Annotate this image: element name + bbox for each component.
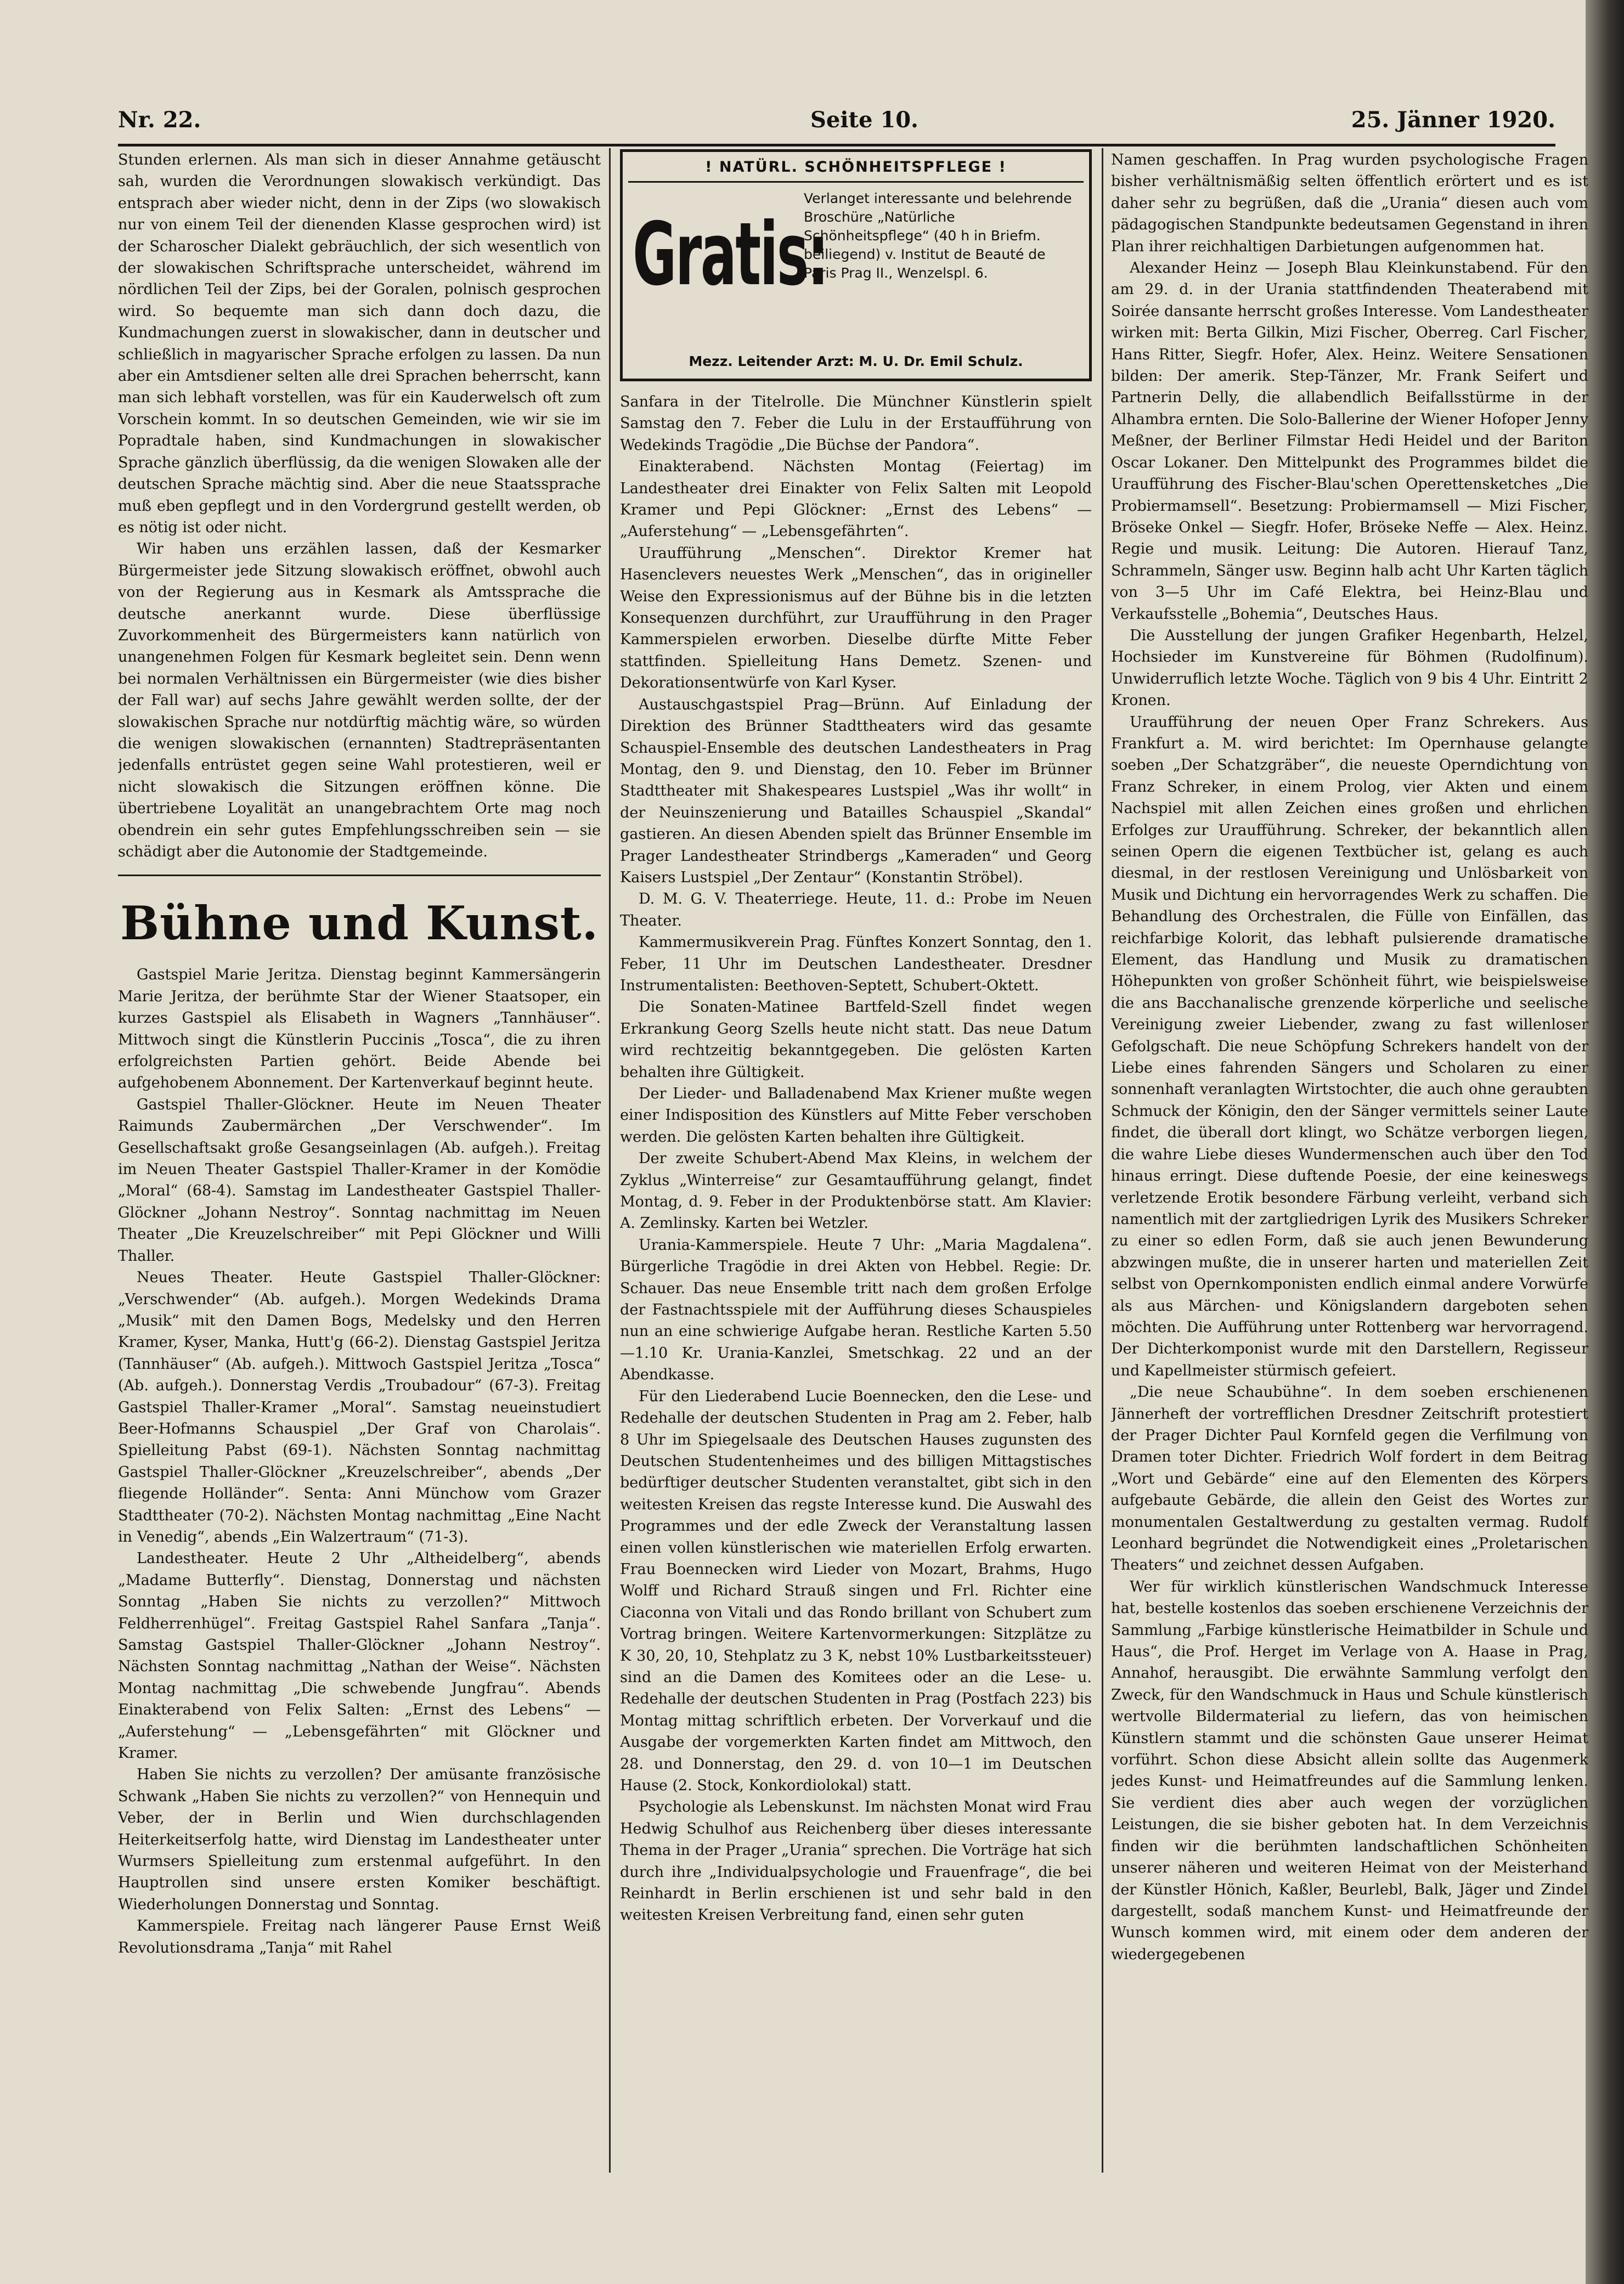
article-paragraph: Austauschgastspiel Prag—Brünn. Auf Einladung der Direktion des Brünner Stadttheaters wird das gesamte Schauspiel-Ensemble des deutschen Landestheaters in Prag Montag, den 9. und Dienstag, den 10. Feber im Brünner Stadttheater mit Shakespeares Lustspiel „Was ihr wollt“ in der Neuinszenierung und Batailles Schauspiel „Skandal“ gastieren. An diesen Abenden spielt das Brünner Ensemble im Prager Landestheater Strindbergs „Kameraden“ und Georg Kaisers Lustspiel „Der Zentaur“ (Konstantin Ströbel). — [620, 696, 1092, 886]
article-paragraph: Namen geschaffen. In Prag wurden psychologische Fragen bisher verhältnismäßig selten öffentlich erörtert und es ist daher sehr zu begrüßen, daß die „Urania“ diesen auch vom pädagogischen Standpunkte bedeutsamen Gegenstand in ihren Plan ihrer reichhaltigen Darbietungen aufgenommen hat. — [1111, 151, 1588, 255]
article-paragraph: Einakterabend. Nächsten Montag (Feiertag) im Landestheater drei Einakter von Felix Salten mit Leopold Kramer und Pepi Glöckner: „Ernst des Lebens“ — „Auferstehung“ — „Lebensgefährten“. — [620, 458, 1092, 540]
article-paragraph: Gastspiel Thaller-Glöckner. Heute im Neuen Theater Raimunds Zaubermärchen „Der Verschwender“. Im Gesellschaftsakt große Gesangseinlagen (Ab. aufgeh.). Freitag im Neuen Theater Gastspiel Thaller-Kramer in der Komödie „Moral“ (68-4). Samstag im Landestheater Gastspiel Thaller-Glöckner „Johann Nestroy“. Sonntag nachmittag im Neuen Theater „Die Kreuzelschreiber“ mit Pepi Glöckner und Willi Thaller. — [118, 1096, 601, 1265]
article-paragraph: Urania-Kammerspiele. Heute 7 Uhr: „Maria Magdalena“. Bürgerliche Tragödie in drei Akten von Hebbel. Regie: Dr. Schauer. Das neue Ensemble tritt nach dem großen Erfolge der Fastnachtsspiele mit der Aufführung dieses Schauspieles nun an eine schwierige Aufgabe heran. Restliche Karten 5.50—1.10 Kr. Urania-Kanzlei, Smetschkag. 22 und an der Abendkasse. — [620, 1236, 1092, 1384]
article-paragraph: Psychologie als Lebenskunst. Im nächsten Monat wird Frau Hedwig Schulhof aus Reichenberg über dieses interessante Thema in der Prager „Urania“ sprechen. Die Vorträge hat sich durch ihre „Individualpsychologie und Frauenfrage“, die bei Reinhardt in Berlin erschienen ist und sehr bald in den weitesten Kreisen Verbreitung fand, einen sehr guten — [620, 1798, 1092, 1924]
article-paragraph: Neues Theater. Heute Gastspiel Thaller-Glöckner: „Verschwender“ (Ab. aufgeh.). Morgen Wedekinds Drama „Musik“ mit den Damen Bogs, Medelsky und den Herren Kramer, Kyser, Manka, Hutt'g (66-2). Dienstag Gastspiel Jeritza (Tannhäuser“ (Ab. aufgeh.). Mittwoch Gastspiel Jeritza „Tosca“ (Ab. aufgeh.). Donnerstag Verdis „Troubadour“ (67-3). Freitag Gastspiel Thaller-Kramer „Moral“. Samstag neueinstudiert Beer-Hofmanns Schauspiel „Der Graf von Charolais“. Spielleitung Pabst (69-1). Nächsten Sonntag nachmittag Gastspiel Thaller-Glöckner „Kreuzelschreiber“, abends „Der fliegende Holländer“. Senta: Anni Münchow vom Grazer Stadttheater (70-2). Nächsten Montag nachmittag „Eine Nacht in Venedig“, abends „Ein Walzertraum“ (71-3). — [118, 1269, 601, 1546]
article-paragraph: Uraufführung der neuen Oper Franz Schrekers. Aus Frankfurt a. M. wird berichtet: Im Opernhause gelangte soeben „Der Schatzgräber“, die neueste Operndichtung von Franz Schreker, in einem Prolog, vier Akten und einem Nachspiel mit allen Zeichen eines großen und ehrlichen Erfolges zur Uraufführung. Schreker, der bekanntlich allen seinen Opern die eigenen Textbücher ist, gelang es auch diesmal, in der restlosen Vereinigung und Unlösbarkeit von Musik und Dichtung ein hervorragendes Werk zu schaffen. Die Behandlung des Orchestralen, die Fülle von Einfällen, das reichfarbige Kolorit, das lebhaft pulsierende dramatische Element, das Handlung und Musik zu dramatischen Höhepunkten von großer Schönheit führt, wie beispielsweise die ans Bacchanalische grenzende körperliche und seelische Vereinigung zweier Liebender, zwang zu fast willenloser Gefolgschaft. Die neue Schöpfung Schrekers handelt von der Liebe eines fahrenden Sängers und Scholaren zu einer sonnenhaft veranlagten Wirtstochter, die auch ohne geraubten Schmuck der Königin, den der Sänger vermittels seiner Laute findet, die überall dort klingt, wo Schätze verborgen liegen, die wahre Liebe dieses Wundermenschen auch über den Tod hinaus erringt. Diese duftende Poesie, der eine keineswegs verletzende Erotik besondere Färbung verleiht, verband sich namentlich mit der zartgliedrigen Lyrik des Musikers Schreker zu einer so edlen Form, daß sie auch jenen Bewunderung abzwingen mußte, die in unserer harten und materiellen Zeit selbst von Opernkomponisten endlich einmal andere Vorwürfe als aus Märchen- und Königslandern dargeboten sehen möchten. Die Aufführung unter Rottenberg war hervorragend. Der Dichterkomponist wurde mit den Darstellern, Regisseur und Kapellmeister stürmisch gefeiert. — [1111, 713, 1588, 1379]
article-paragraph: Wir haben uns erzählen lassen, daß der Kesmarker Bürgermeister jede Sitzung slowakisch eröffnet, obwohl auch von der Regierung aus in Kesmark als Amtssprache die deutsche anerkannt wurde. Diese überflüssige Zuvorkommenheit des Bürgermeisters kann natürlich von unangenehmen Folgen für Kesmark begleitet sein. Denn wenn bei normalen Verhältnissen ein Bürgermeister (wie dies bisher der Fall war) auf sechs Jahre gewählt werden sollte, der der slowakischen Sprache nur notdürftig mächtig wäre, so würden die wenigen slowakischen (ernannten) Stadtrepräsentanten jedenfalls entrüstet gegen seine Wahl protestieren, weil er nicht slowakisch die Sitzungen eröffnen könne. Die übertriebene Loyalität an unangebrachtem Orte mag noch obendrein ein sehr gutes Empfehlungsschreiben sein — sie schädigt aber die Autonomie der Stadtgemeinde. — [118, 540, 601, 860]
article-paragraph: Kammermusikverein Prag. Fünftes Konzert Sonntag, den 1. Feber, 11 Uhr im Deutschen Landestheater. Dresdner Instrumentalisten: Beethoven-Septett, Schubert-Oktett. — [620, 934, 1092, 994]
article-paragraph: Sanfara in der Titelrolle. Die Münchner Künstlerin spielt Samstag den 7. Feber die Lulu in der Erstaufführung von Wedekinds Tragödie „Die Büchse der Pandora“. — [620, 393, 1092, 454]
advertisement-box — [620, 149, 1092, 381]
article-paragraph: Der zweite Schubert-Abend Max Kleins, in welchem der Zyklus „Winterreise“ zur Gesamtaufführung gelangt, findet Montag, d. 9. Feber in der Produktenbörse statt. Am Klavier: A. Zemlinsky. Karten bei Wetzler. — [620, 1150, 1092, 1232]
column-3 — [1111, 149, 1588, 2179]
column-divider — [1102, 148, 1103, 2173]
article-paragraph: Die Sonaten-Matinee Bartfeld-Szell findet wegen Erkrankung Georg Szells heute nicht statt. Das neue Datum wird rechtzeitig bekanntgegeben. Die gelösten Karten behalten ihre Gültigkeit. — [620, 999, 1092, 1081]
header-rule — [118, 144, 1555, 146]
issue-number: Nr. 22. — [118, 107, 201, 133]
article-paragraph: Wer für wirklich künstlerischen Wandschmuck Interesse hat, bestelle kostenlos das soeben erschienene Verzeichnis der Sammlung „Farbige künstlerische Heimatbilder in Schule und Haus“, die Prof. Herget im Verlage von A. Haase in Prag, Annahof, herausgibt. Die erwähnte Sammlung verfolgt den Zweck, für den Wandschmuck in Haus und Schule künstlerisch wertvolle Bildermaterial zu liefern, das von heimischen Künstlern stammt und die schönsten Gaue unserer Heimat vorführt. Schon diese Absicht allein sollte das Augenmerk jedes Kunst- und Heimatfreundes auf die Sammlung lenken. Sie verdient dies aber auch wegen der vorzüglichen Leistungen, die sie bisher geboten hat. In dem Verzeichnis finden wir die berühmten landschaftlichen Schönheiten unserer näheren und weiteren Heimat von der Meisterhand der Künstler Hönich, Kaßler, Beurlebl, Balk, Jäger und Zindel dargestellt, sodaß manchem Kunst- und Heimatfreunde der Wunsch kommen wird, mit einem oder dem anderen der wiedergegebenen — [1111, 1578, 1588, 1963]
article-paragraph: Haben Sie nichts zu verzollen? Der amüsante französische Schwank „Haben Sie nichts zu verzollen?“ von Hennequin und Veber, der in Berlin und Wien durchschlagenden Heiterkeitserfolg hatte, wird Dienstag im Landestheater unter Wurmsers Spielleitung zum erstenmal aufgeführt. In den Hauptrollen sind unsere ersten Komiker beschäftigt. Wiederholungen Donnerstag und Sonntag. — [118, 1766, 601, 1913]
ad-footer: Mezz. Leitender Arzt: M. U. Dr. Emil Schulz. — [689, 353, 1023, 369]
column-divider — [609, 148, 611, 2173]
scan-edge-shadow — [1586, 0, 1624, 2284]
article-paragraph: Alexander Heinz — Joseph Blau Kleinkunstabend. Für den am 29. d. in der Urania stattfindenden Theaterabend mit Soirée dansante herrscht großes Interesse. Vom Landestheater wirken mit: Berta Gilkin, Mizi Fischer, Oberreg. Carl Fischer, Hans Ritter, Siegfr. Hofer, Alex. Heinz. Weitere Sensationen bilden: Der amerik. Step-Tänzer, Mr. Frank Seifert und Partnerin Delly, die allabendlich Beifallsstürme in der Alhambra ernten. Die Solo-Ballerine der Wiener Hofoper Jenny Meßner, der Berliner Filmstar Hedi Heidel und der Bariton Oscar Lokaner. Den Mittelpunkt des Programmes bildet die Uraufführung des Fischer-Blau'schen Operettensketches „Die Probiermamsell“. Besetzung: Probiermamsell — Mizi Fischer, Bröseke Onkel — Siegfr. Hofer, Bröseke Neffe — Alex. Heinz. Regie und musik. Leitung: Die Autoren. Hierauf Tanz, Schrammeln, Sänger usw. Beginn halb acht Uhr Karten täglich von 3—5 Uhr im Café Elektra, bei Heinz-Blau und Verkaufsstelle „Bohemia“, Deutsches Haus. — [1111, 260, 1588, 623]
article-paragraph: Die Ausstellung der jungen Grafiker Hegenbarth, Helzel, Hochsieder im Kunstvereine für Böhmen (Rudolfinum). Unwiderruflich letzte Woche. Täglich von 9 bis 4 Uhr. Eintritt 2 Kronen. — [1111, 627, 1588, 709]
ad-gratis-heading: Gratis: — [633, 204, 828, 305]
article-paragraph: Der Lieder- und Balladenabend Max Kriener mußte wegen einer Indisposition des Künstlers auf Mitte Feber verschoben werden. Die gelösten Karten behalten ihre Gültigkeit. — [620, 1085, 1092, 1146]
article-paragraph: „Die neue Schaubühne“. In dem soeben erschienenen Jännerheft der vortrefflichen Dresdner Zeitschrift protestiert der Prager Dichter Paul Kornfeld gegen die Verfilmung von Dramen toter Dichter. Friedrich Wolf fordert in dem Beitrag „Wort und Gebärde“ eine auf den Elementen des Körpers aufgebaute Gebärde, die allein den Geist des Wortes zur monumentalen Gestaltwerdung zu gestalten vermag. Rudolf Leonhard begründet die Notwendigkeit eines „Proletarischen Theaters“ und zeichnet dessen Aufgaben. — [1111, 1384, 1588, 1574]
article-paragraph: D. M. G. V. Theaterriege. Heute, 11. d.: Probe im Neuen Theater. — [620, 890, 1092, 929]
article-paragraph: Für den Liederabend Lucie Boennecken, den die Lese- und Redehalle der deutschen Studenten in Prag am 2. Feber, halb 8 Uhr im Spiegelsaale des Deutschen Hauses zugunsten des Deutschen Studentenheimes und des billigen Mittagstisches bedürftiger deutscher Studenten veranstaltet, gibt sich in den weitesten Kreisen das regste Interesse kund. Die Auswahl des Programmes und der edle Zweck der Veranstaltung lassen einen vollen künstlerischen wie materiellen Erfolg erwarten. Frau Boennecken wird Lieder von Mozart, Brahms, Hugo Wolff und Richard Strauß singen und Frl. Richter eine Ciaconna von Vitali und das Rondo brillant von Schubert zum Vortrag bringen. Weitere Kartenvormerkungen: Sitzplätze zu K 30, 20, 10, Stehplatz zu 3 K, nebst 10% Lustbarkeitssteuer) sind an die Damen des Komitees oder an die Lese- u. Redehalle der deutschen Studenten in Prag (Postfach 223) bis Montag mittag schriftlich erbeten. Der Vorverkauf und die Ausgabe der vorgemerkten Karten findet am Mittwoch, den 28. und Donnerstag, den 29. d. von 10—1 im Deutschen Hause (2. Stock, Konkordiolokal) statt. — [620, 1388, 1092, 1794]
column-2 — [620, 149, 1092, 2179]
page-header — [118, 107, 1555, 140]
ad-body: Verlanget interessante und belehrende Broschüre „Natürliche Schönheitspflege“ (40 h in Briefm. beiliegend) v. Institut de Beauté de Paris Prag II., Wenzelspl. 6. — [804, 190, 1072, 281]
article-paragraph: Stunden erlernen. Als man sich in dieser Annahme getäuscht sah, wurden die Verordnungen slowakisch verkündigt. Das entsprach aber wieder nicht, denn in der Zips (wo slowakisch nur von einem Teil der dienenden Klasse gesprochen wird) ist der Scharoscher Dialekt gebräuchlich, der sich wesentlich von der slowakischen Schriftsprache unterscheidet, während im nördlichen Teil der Zips, bei der Goralen, polnisch gesprochen wird. So bequemte man sich dann doch dazu, die Kundmachungen zuerst in slowakischer, dann in deutscher und schließlich in magyarischer Sprache erfolgen zu lassen. Da nun aber ein Amtsdiener selten alle drei Sprachen beherrscht, kann man sich lebhaft vorstellen, was für ein Kauderwelsch oft zum Vorschein kommt. In so deutschen Gemeinden, wie wir sie im Popradtale haben, sind Kundmachungen in slowakischer Sprache gänzlich überflüssig, da die wenigen Slowaken alle der deutschen Sprache mächtig sind. Aber die neue Staatssprache muß eben gepflegt und in den Vordergrund gestellt werden, ob es nötig ist oder nicht. — [118, 151, 601, 536]
ad-title: ! NATÜRL. SCHÖNHEITSPFLEGE ! — [628, 156, 1084, 183]
page-number: Seite 10. — [810, 107, 918, 133]
issue-date: 25. Jänner 1920. — [1351, 107, 1555, 133]
article-paragraph: Landestheater. Heute 2 Uhr „Altheidelberg“, abends „Madame Butterfly“. Dienstag, Donnerstag und nächsten Sonntag „Haben Sie nichts zu verzollen?“ Mittwoch Feldherrenhügel“. Freitag Gastspiel Rahel Sanfara „Tanja“. Samstag Gastspiel Thaller-Glöckner „Johann Nestroy“. Nächsten Sonntag nachmittag „Nathan der Weise“. Nächsten Montag nachmittag „Die schwebende Jungfrau“. Abends Einakterabend von Felix Salten: „Ernst des Lebens“ — „Auferstehung“ — „Lebensgefährten“ mit Glöckner und Kramer. — [118, 1550, 601, 1762]
section-heading: Bühne und Kunst. — [120, 896, 599, 951]
article-paragraph: Uraufführung „Menschen“. Direktor Kremer hat Hasenclevers neuestes Werk „Menschen“, das in origineller Weise den Expressionismus auf der Bühne bis in die letzten Konsequenzen durchführt, zur Uraufführung in den Prager Kammerspielen erworben. Dieselbe dürfte Mitte Feber stattfinden. Spielleitung Hans Demetz. Szenen- und Dekorationsentwürfe von Karl Kyser. — [620, 544, 1092, 692]
section-rule — [118, 875, 601, 876]
article-paragraph: Kammerspiele. Freitag nach längerer Pause Ernst Weiß Revolutionsdrama „Tanja“ mit Rahel — [118, 1918, 601, 1956]
column-1 — [118, 149, 601, 2179]
article-paragraph: Gastspiel Marie Jeritza. Dienstag beginnt Kammersängerin Marie Jeritza, der berühmte Star der Wiener Staatsoper, ein kurzes Gastspiel als Elisabeth in Wagners „Tannhäuser“. Mittwoch singt die Künstlerin Puccinis „Tosca“, die zu ihren erfolgreichsten Partien gehört. Beide Abende bei aufgehobenem Abonnement. Der Kartenverkauf beginnt heute. — [118, 966, 601, 1092]
